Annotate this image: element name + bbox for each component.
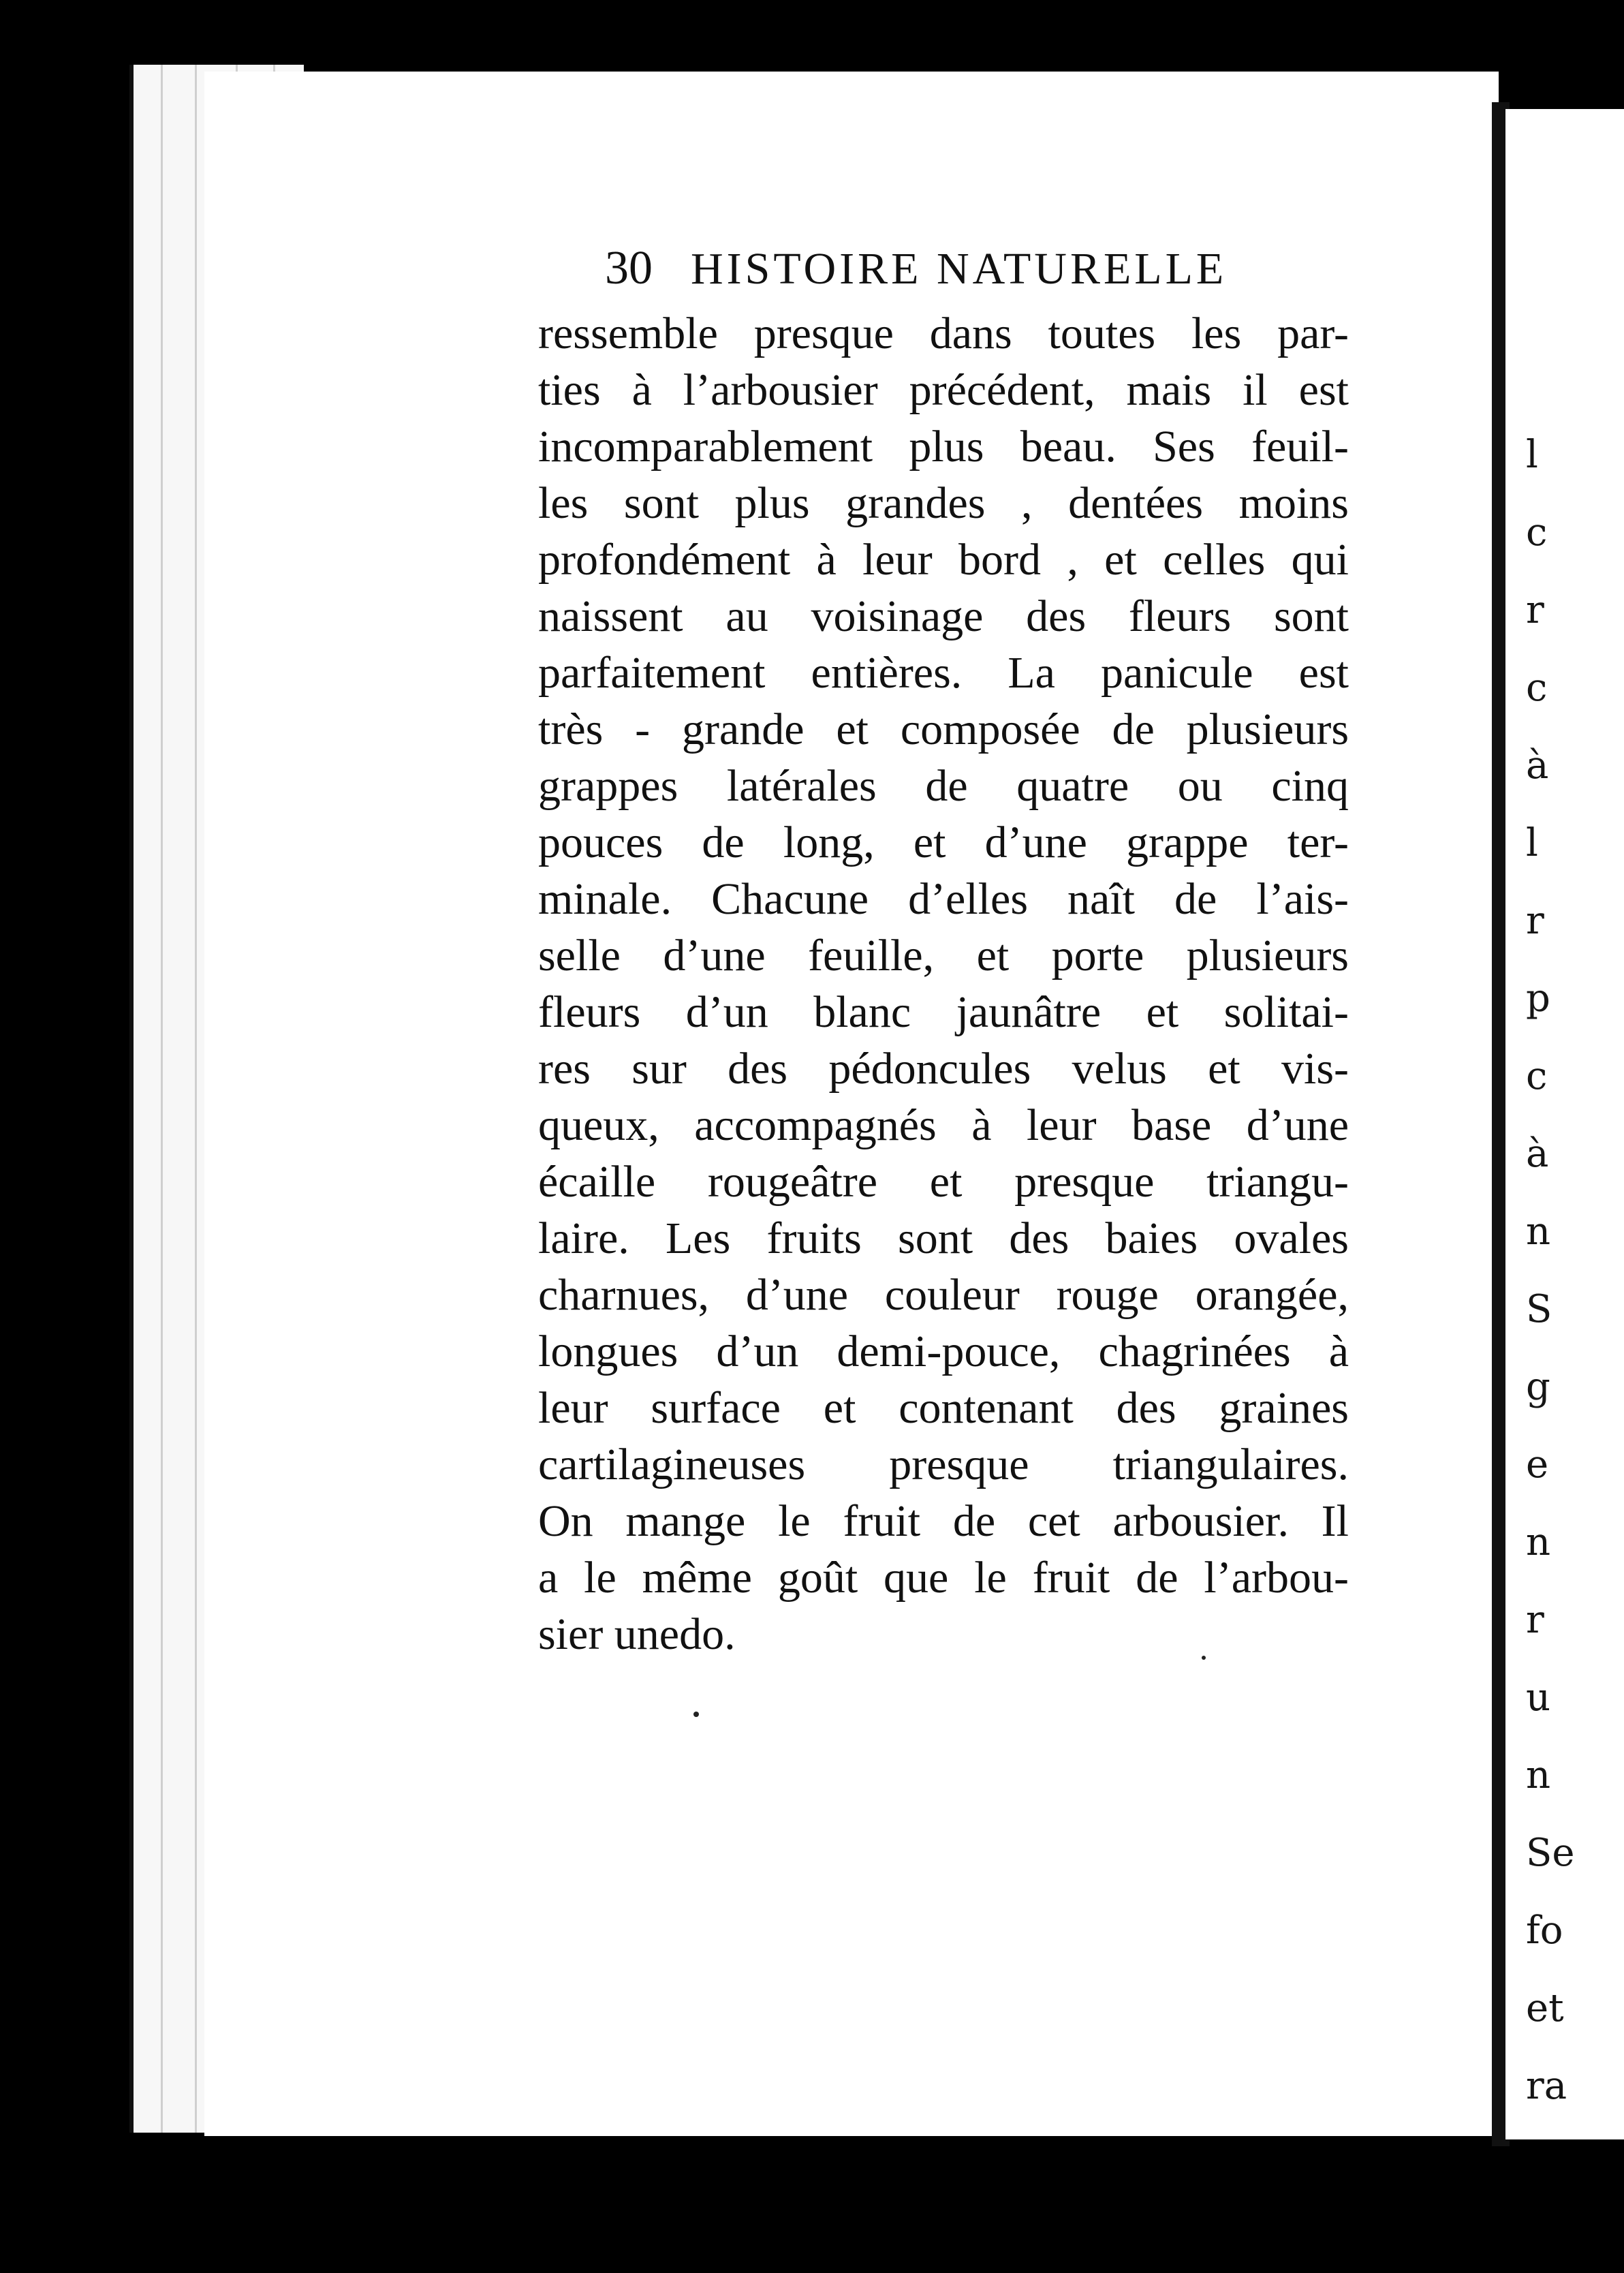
edge-line: [195, 65, 197, 2133]
facing-page-fragment: r: [1526, 1598, 1544, 1642]
ink-speck: [693, 1712, 699, 1717]
facing-page-fragment: S: [1526, 1287, 1552, 1331]
text-line: très - grande et composée de plusieurs: [538, 705, 1349, 754]
facing-page-fragment: fo: [1526, 1908, 1563, 1953]
facing-page-fragment: n: [1526, 1753, 1551, 1797]
facing-page-fragment: e: [1526, 1442, 1549, 1487]
text-line: a le même goût que le fruit de l’arbou-: [538, 1553, 1349, 1603]
text-line: les sont plus grandes , dentées moins: [538, 478, 1349, 528]
facing-page-fragment: c: [1526, 666, 1548, 710]
text-line: queux, accompagnés à leur base d’une: [538, 1100, 1349, 1150]
running-head: [605, 241, 1227, 296]
facing-page-fragment: à: [1526, 1132, 1549, 1176]
facing-page-fragment: u: [1526, 1675, 1551, 1720]
text-line: minale. Chacune d’elles naît de l’ais-: [538, 874, 1349, 924]
text-line: écaille rougeâtre et presque triangu-: [538, 1157, 1349, 1207]
facing-page-fragment: c: [1526, 1054, 1548, 1098]
text-line: fleurs d’un blanc jaunâtre et solitai-: [538, 987, 1349, 1037]
text-line: pouces de long, et d’une grappe ter-: [538, 818, 1349, 867]
text-line: incomparablement plus beau. Ses feuil-: [538, 422, 1349, 471]
facing-page-fragment: g: [1526, 1365, 1550, 1409]
facing-page-fragment: n: [1526, 1209, 1551, 1254]
facing-page-fragment: et: [1526, 1986, 1564, 2030]
facing-page-fragment: l: [1526, 821, 1538, 865]
text-line: grappes latérales de quatre ou cinq: [538, 761, 1349, 811]
facing-page-fragment: n: [1526, 1520, 1551, 1564]
facing-page-fragment: à: [1526, 743, 1549, 788]
text-line: naissent au voisinage des fleurs sont: [538, 591, 1349, 641]
text-line: profondément à leur bord , et celles qui: [538, 535, 1349, 585]
edge-line: [161, 65, 163, 2133]
running-title: HISTOIRE NATURELLE: [691, 244, 1228, 294]
facing-page-fragment: l: [1526, 433, 1538, 477]
text-line: cartilagineuses presque triangulaires.: [538, 1440, 1349, 1489]
facing-page-fragment: p: [1526, 976, 1550, 1021]
text-line: laire. Les fruits sont des baies ovales: [538, 1213, 1349, 1263]
text-line: On mange le fruit de cet arbousier. Il: [538, 1496, 1349, 1546]
text-line: parfaitement entières. La panicule est: [538, 648, 1349, 698]
text-line: longues d’un demi-pouce, chagrinées à: [538, 1327, 1349, 1376]
text-line: leur surface et contenant des graines: [538, 1383, 1349, 1433]
facing-page-fragment: r: [1526, 588, 1544, 632]
facing-page-fragment: c: [1526, 510, 1548, 555]
text-line: charnues, d’une couleur rouge orangée,: [538, 1270, 1349, 1320]
text-line: ressemble presque dans toutes les par-: [538, 309, 1349, 358]
text-line: ties à l’arbousier précédent, mais il est: [538, 365, 1349, 415]
facing-page-fragment: r: [1526, 899, 1544, 943]
facing-page-fragment: Se: [1526, 1831, 1575, 1875]
body-text: [538, 305, 1349, 1663]
ink-speck: [1202, 1656, 1206, 1660]
text-line: res sur des pédoncules velus et vis-: [538, 1044, 1349, 1094]
text-line: selle d’une feuille, et porte plusieurs: [538, 931, 1349, 980]
text-line: sier unedo.: [538, 1609, 736, 1659]
page-number: 30: [605, 242, 653, 294]
facing-page-fragment: ra: [1526, 2064, 1567, 2108]
